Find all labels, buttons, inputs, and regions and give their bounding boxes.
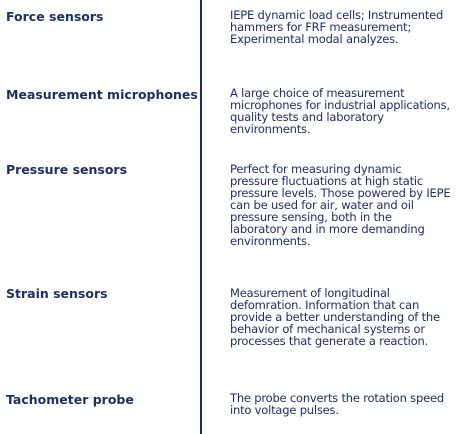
sensor-description: A large choice of measurement microphones for industrial applications, quality tests and laboratory environments.: [230, 86, 450, 136]
sensor-description: Perfect for measuring dynamic pressure fluctuations at high static pressure levels. Those powered by IEPE can be used for air, water and oil pressure sensing, both in the laboratory and in more demanding environments.: [230, 162, 451, 248]
sensor-name: Pressure sensors: [6, 162, 128, 177]
sensor-name: Strain sensors: [6, 286, 108, 301]
sensor-name: Measurement microphones: [6, 87, 198, 102]
sensor-name: Tachometer probe: [6, 392, 134, 407]
sensor-description: IEPE dynamic load cells; Instrumented hammers for FRF measurement; Experimental modal analyzes.: [230, 8, 444, 46]
sensor-description: The probe converts the rotation speed into voltage pulses.: [230, 391, 444, 417]
sensor-name: Force sensors: [6, 9, 104, 24]
column-divider: [200, 0, 202, 434]
sensor-description: Measurement of longitudinal defomration. Information that can provide a better understanding of the behavior of mechanical systems or processes that generate a reaction.: [230, 286, 440, 348]
